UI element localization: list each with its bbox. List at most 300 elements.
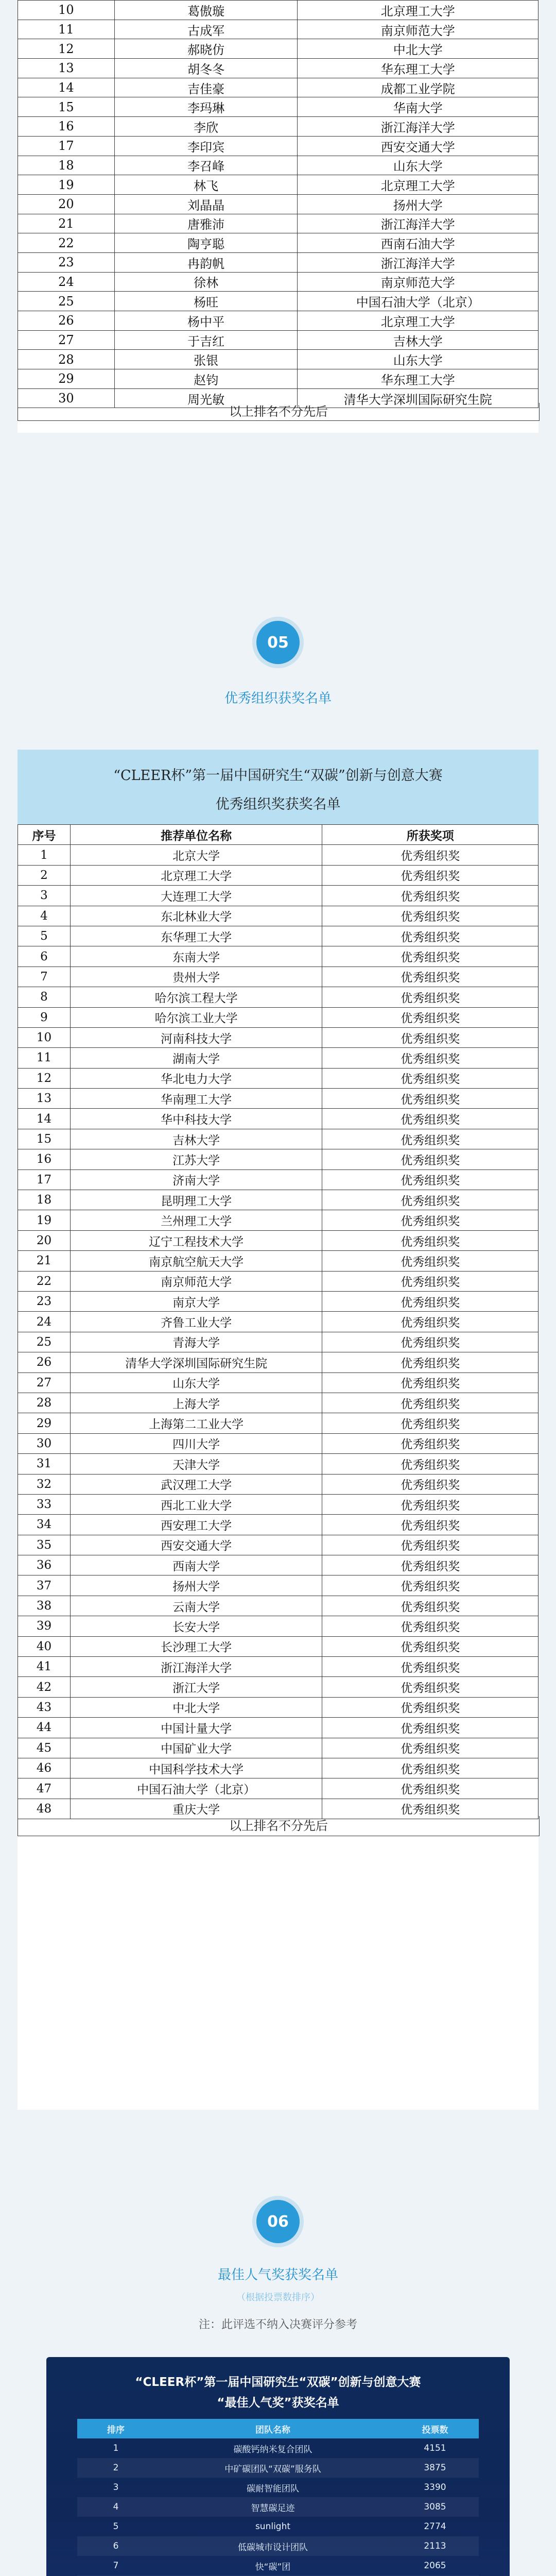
- school-cell: 浙江海洋大学: [298, 117, 538, 137]
- award-cell: 优秀组织奖: [322, 926, 538, 946]
- index-cell: 35: [18, 1535, 71, 1555]
- unit-cell: 华北电力大学: [70, 1068, 322, 1088]
- table-row: [18, 1170, 538, 1190]
- index-cell: 40: [18, 1636, 71, 1656]
- table-row: [18, 1474, 538, 1494]
- org-award-card: [18, 750, 538, 2110]
- name-cell: 唐雅沛: [114, 214, 298, 233]
- school-cell: 吉林大学: [298, 330, 538, 350]
- award-cell: 优秀组织奖: [322, 1778, 538, 1799]
- rank-cell: 27: [18, 330, 115, 350]
- table-row: [18, 1697, 538, 1717]
- index-cell: 29: [18, 1413, 71, 1433]
- table-row: [77, 2497, 479, 2517]
- rank-cell: 23: [18, 252, 115, 272]
- award-cell: 优秀组织奖: [322, 1210, 538, 1230]
- unit-cell: 云南大学: [70, 1596, 322, 1616]
- team-cell: 碳耐智能团队: [247, 2483, 299, 2494]
- column-header: 投票数: [391, 2419, 479, 2438]
- unit-cell: 天津大学: [70, 1454, 322, 1474]
- section-05-badge: 05: [256, 621, 300, 664]
- table-row: [18, 1352, 538, 1372]
- votes-cell: 4151: [424, 2443, 446, 2453]
- column-header: 所获奖项: [322, 825, 538, 845]
- name-cell: 张银: [114, 350, 298, 369]
- table-row: [18, 20, 538, 39]
- table-row: [18, 350, 538, 369]
- table-row: [18, 1657, 538, 1677]
- name-cell: 郝晓仿: [114, 39, 298, 59]
- index-cell: 28: [18, 1393, 71, 1413]
- table-row: [18, 1332, 538, 1352]
- winners-table: [18, 0, 538, 408]
- unit-cell: 东南大学: [70, 946, 322, 967]
- index-cell: 11: [18, 1048, 71, 1068]
- index-cell: 46: [18, 1758, 71, 1778]
- rank-cell: 10: [18, 1, 115, 20]
- school-cell: 山东大学: [298, 350, 538, 369]
- award-cell: 优秀组织奖: [322, 987, 538, 1007]
- unit-cell: 浙江大学: [70, 1677, 322, 1697]
- team-cell: 快“碳”团: [255, 2562, 291, 2572]
- index-cell: 15: [18, 1129, 71, 1149]
- table-row: [77, 2536, 479, 2556]
- rank-cell: 15: [18, 97, 115, 117]
- index-cell: 32: [18, 1474, 71, 1494]
- index-cell: 44: [18, 1718, 71, 1738]
- table-row: [18, 97, 538, 117]
- team-cell: 碳酸钙纳米复合团队: [233, 2444, 312, 2455]
- index-cell: 17: [18, 1170, 71, 1190]
- school-cell: 华东理工大学: [298, 59, 538, 78]
- table-row: [18, 946, 538, 967]
- table-row: [18, 1251, 538, 1271]
- table-row: [18, 292, 538, 311]
- table-row: [18, 1271, 538, 1291]
- rank-cell: 16: [18, 117, 115, 137]
- rank-cell: 24: [18, 272, 115, 292]
- table-row: [18, 1372, 538, 1393]
- section-06-title: 最佳人气奖获奖名单: [217, 2267, 338, 2283]
- index-cell: 10: [18, 1027, 71, 1047]
- name-cell: 古成军: [114, 20, 298, 39]
- unit-cell: 武汉理工大学: [70, 1474, 322, 1494]
- rank-cell: 4: [77, 2497, 154, 2517]
- award-cell: 优秀组织奖: [322, 1413, 538, 1433]
- name-cell: 林飞: [114, 175, 298, 195]
- column-header: 序号: [18, 825, 71, 845]
- unit-cell: 兰州理工大学: [70, 1210, 322, 1230]
- award-cell: 优秀组织奖: [322, 1332, 538, 1352]
- rank-cell: 18: [18, 156, 115, 175]
- index-cell: 8: [18, 987, 71, 1007]
- table-row: [18, 272, 538, 292]
- table-row: [18, 1190, 538, 1210]
- table2-note: 以上排名不分先后: [18, 1816, 540, 1836]
- table-row: [18, 136, 538, 156]
- unit-cell: 浙江海洋大学: [70, 1657, 322, 1677]
- table-row: [18, 252, 538, 272]
- table-row: [18, 233, 538, 253]
- unit-cell: 辽宁工程技术大学: [70, 1230, 322, 1250]
- rank-cell: 3: [113, 2482, 119, 2493]
- unit-cell: 北京大学: [70, 845, 322, 865]
- award-cell: 优秀组织奖: [322, 1027, 538, 1047]
- award-cell: 优秀组织奖: [322, 1048, 538, 1068]
- name-cell: 杨旺: [114, 292, 298, 311]
- table-row: [18, 78, 538, 97]
- school-cell: 西安交通大学: [298, 136, 538, 156]
- unit-cell: 山东大学: [70, 1372, 322, 1393]
- unit-cell: 清华大学深圳国际研究生院: [70, 1352, 322, 1372]
- table-row: [18, 1, 538, 20]
- table-row: [18, 1149, 538, 1170]
- table-row: [18, 926, 538, 946]
- table-row: [18, 369, 538, 389]
- award-cell: 优秀组织奖: [322, 1738, 538, 1758]
- name-cell: 周光敏: [114, 388, 298, 408]
- unit-cell: 长安大学: [70, 1616, 322, 1636]
- table-row: [18, 175, 538, 195]
- rank-cell: 25: [18, 292, 115, 311]
- table-row: [18, 1535, 538, 1555]
- index-cell: 42: [18, 1677, 71, 1697]
- index-cell: 24: [18, 1312, 71, 1332]
- table-row: [18, 214, 538, 233]
- table-header-row: [18, 825, 538, 845]
- table-row: [18, 1758, 538, 1778]
- unit-cell: 华南理工大学: [70, 1089, 322, 1109]
- index-cell: 26: [18, 1352, 71, 1372]
- rank-cell: 28: [18, 350, 115, 369]
- votes-cell: 2774: [424, 2521, 446, 2532]
- award-cell: 优秀组织奖: [322, 865, 538, 885]
- school-cell: 北京理工大学: [298, 311, 538, 331]
- poster-title-2: “最佳人气奖”获奖名单: [217, 2396, 339, 2410]
- award-cell: 优秀组织奖: [322, 1758, 538, 1778]
- name-cell: 胡冬冬: [114, 59, 298, 78]
- table-row: [18, 1007, 538, 1027]
- votes-cell: 3875: [391, 2458, 479, 2478]
- votes-cell: 2113: [391, 2536, 479, 2556]
- award-cell: 优秀组织奖: [322, 1251, 538, 1271]
- award-cell: 优秀组织奖: [322, 1697, 538, 1717]
- table-row: [77, 2556, 479, 2575]
- column-header: 团队名称: [154, 2419, 391, 2438]
- award-cell: 优秀组织奖: [322, 1657, 538, 1677]
- unit-cell: 西安理工大学: [70, 1515, 322, 1535]
- unit-cell: 华中科技大学: [70, 1109, 322, 1129]
- unit-cell: 中国科学技术大学: [70, 1758, 322, 1778]
- rank-cell: 12: [18, 39, 115, 59]
- rank-cell: 26: [18, 311, 115, 331]
- caption-line1: “CLEER杯”第一届中国研究生“双碳”创新与创意大赛: [113, 768, 443, 784]
- school-cell: 中国石油大学（北京）: [298, 292, 538, 311]
- name-cell: 于吉红: [114, 330, 298, 350]
- winners-table-card: [18, 0, 538, 433]
- award-cell: 优秀组织奖: [322, 1433, 538, 1453]
- unit-cell: 扬州大学: [70, 1575, 322, 1596]
- table-row: [18, 156, 538, 175]
- award-cell: 优秀组织奖: [322, 1291, 538, 1311]
- table-row: [18, 1089, 538, 1109]
- popularity-poster: [46, 2357, 510, 2576]
- team-cell: 智慧碳足迹: [154, 2497, 391, 2517]
- index-cell: 22: [18, 1271, 71, 1291]
- unit-cell: 江苏大学: [70, 1149, 322, 1170]
- index-cell: 4: [18, 906, 71, 926]
- index-cell: 20: [18, 1230, 71, 1250]
- table-row: [18, 1778, 538, 1799]
- table-row: [18, 1109, 538, 1129]
- unit-cell: 中国计量大学: [70, 1718, 322, 1738]
- table-row: [18, 1048, 538, 1068]
- index-cell: 41: [18, 1657, 71, 1677]
- school-cell: 西南石油大学: [298, 233, 538, 253]
- unit-cell: 四川大学: [70, 1433, 322, 1453]
- table-row: [18, 1515, 538, 1535]
- table-row: [77, 2517, 479, 2536]
- unit-cell: 中国矿业大学: [70, 1738, 322, 1758]
- votes-cell: 2065: [424, 2561, 446, 2571]
- index-cell: 16: [18, 1149, 71, 1170]
- school-cell: 浙江海洋大学: [298, 252, 538, 272]
- unit-cell: 哈尔滨工业大学: [70, 1007, 322, 1027]
- unit-cell: 中北大学: [70, 1697, 322, 1717]
- award-cell: 优秀组织奖: [322, 1271, 538, 1291]
- award-cell: 优秀组织奖: [322, 967, 538, 987]
- table-row: [18, 1230, 538, 1250]
- unit-cell: 上海第二工业大学: [70, 1413, 322, 1433]
- team-cell: sunlight: [255, 2521, 291, 2532]
- unit-cell: 青海大学: [70, 1332, 322, 1352]
- unit-cell: 贵州大学: [70, 967, 322, 987]
- index-cell: 2: [18, 865, 71, 885]
- table-row: [18, 1027, 538, 1047]
- rank-cell: 20: [18, 194, 115, 214]
- table-row: [18, 194, 538, 214]
- unit-cell: 西安交通大学: [70, 1535, 322, 1555]
- table-row: [18, 1210, 538, 1230]
- award-cell: 优秀组织奖: [322, 1109, 538, 1129]
- unit-cell: 南京大学: [70, 1291, 322, 1311]
- name-cell: 李欣: [114, 117, 298, 137]
- table-row: [18, 845, 538, 865]
- award-cell: 优秀组织奖: [322, 886, 538, 906]
- award-cell: 优秀组织奖: [322, 1007, 538, 1027]
- table-row: [18, 117, 538, 137]
- name-cell: 李玛琳: [114, 97, 298, 117]
- table-row: [18, 330, 538, 350]
- award-cell: 优秀组织奖: [322, 1312, 538, 1332]
- award-cell: 优秀组织奖: [322, 1596, 538, 1616]
- unit-cell: 河南科技大学: [70, 1027, 322, 1047]
- table-row: [18, 1738, 538, 1758]
- name-cell: 赵钧: [114, 369, 298, 389]
- table-header-row: [77, 2419, 479, 2438]
- rank-cell: 11: [18, 20, 115, 39]
- table-row: [18, 1433, 538, 1453]
- table-row: [18, 1393, 538, 1413]
- table-row: [18, 1718, 538, 1738]
- index-cell: 13: [18, 1089, 71, 1109]
- table-row: [18, 59, 538, 78]
- school-cell: 清华大学深圳国际研究生院: [298, 388, 538, 408]
- team-cell: 中矿碳团队“双碳”服务队: [154, 2458, 391, 2478]
- table-row: [18, 1312, 538, 1332]
- index-cell: 18: [18, 1190, 71, 1210]
- unit-cell: 上海大学: [70, 1393, 322, 1413]
- name-cell: 吉佳豪: [114, 78, 298, 97]
- award-cell: 优秀组织奖: [322, 1575, 538, 1596]
- unit-cell: 西北工业大学: [70, 1494, 322, 1514]
- index-cell: 48: [18, 1799, 71, 1819]
- table-row: [77, 2438, 479, 2458]
- table-row: [18, 1129, 538, 1149]
- award-cell: 优秀组织奖: [322, 1393, 538, 1413]
- section-05-title: 优秀组织获奖名单: [224, 691, 332, 706]
- name-cell: 冉韵帆: [114, 252, 298, 272]
- table-row: [18, 1291, 538, 1311]
- index-cell: 27: [18, 1372, 71, 1393]
- poster-title-1: “CLEER杯”第一届中国研究生“双碳”创新与创意大赛: [135, 2376, 421, 2389]
- school-cell: 华东理工大学: [298, 369, 538, 389]
- index-cell: 5: [18, 926, 71, 946]
- award-cell: 优秀组织奖: [322, 845, 538, 865]
- index-cell: 9: [18, 1007, 71, 1027]
- unit-cell: 中国石油大学（北京）: [70, 1778, 322, 1799]
- table-row: [18, 967, 538, 987]
- index-cell: 6: [18, 946, 71, 967]
- rank-cell: 2: [77, 2458, 154, 2478]
- school-cell: 成都工业学院: [298, 78, 538, 97]
- section-06-subtitle: （根据投票数排序）: [236, 2292, 320, 2303]
- school-cell: 扬州大学: [298, 194, 538, 214]
- rank-cell: 13: [18, 59, 115, 78]
- popularity-table: [77, 2419, 479, 2576]
- unit-cell: 湖南大学: [70, 1048, 322, 1068]
- award-cell: 优秀组织奖: [322, 1616, 538, 1636]
- name-cell: 李印宾: [114, 136, 298, 156]
- school-cell: 北京理工大学: [298, 175, 538, 195]
- index-cell: 31: [18, 1454, 71, 1474]
- table-row: [18, 1555, 538, 1575]
- index-cell: 37: [18, 1575, 71, 1596]
- column-header: 推荐单位名称: [70, 825, 322, 845]
- index-cell: 21: [18, 1251, 71, 1271]
- award-cell: 优秀组织奖: [322, 1555, 538, 1575]
- award-cell: 优秀组织奖: [322, 946, 538, 967]
- award-cell: 优秀组织奖: [322, 1352, 538, 1372]
- table-row: [18, 1494, 538, 1514]
- team-cell: 低碳城市设计团队: [154, 2536, 391, 2556]
- index-cell: 25: [18, 1332, 71, 1352]
- school-cell: 南京师范大学: [298, 20, 538, 39]
- award-cell: 优秀组织奖: [322, 1372, 538, 1393]
- school-cell: 浙江海洋大学: [298, 214, 538, 233]
- table-row: [18, 1616, 538, 1636]
- unit-cell: 东北林业大学: [70, 906, 322, 926]
- unit-cell: 东华理工大学: [70, 926, 322, 946]
- unit-cell: 南京师范大学: [70, 1271, 322, 1291]
- school-cell: 北京理工大学: [298, 1, 538, 20]
- award-cell: 优秀组织奖: [322, 1474, 538, 1494]
- award-cell: 优秀组织奖: [322, 1718, 538, 1738]
- name-cell: 刘晶晶: [114, 194, 298, 214]
- index-cell: 47: [18, 1778, 71, 1799]
- table-row: [18, 886, 538, 906]
- award-cell: 优秀组织奖: [322, 1454, 538, 1474]
- table-row: [18, 311, 538, 331]
- school-cell: 华南大学: [298, 97, 538, 117]
- column-header: 排序: [77, 2419, 154, 2438]
- rank-cell: 17: [18, 136, 115, 156]
- school-cell: 中北大学: [298, 39, 538, 59]
- name-cell: 陶亨聪: [114, 233, 298, 253]
- index-cell: 3: [18, 886, 71, 906]
- index-cell: 36: [18, 1555, 71, 1575]
- index-cell: 19: [18, 1210, 71, 1230]
- rank-cell: 1: [113, 2443, 119, 2453]
- table-row: [18, 1596, 538, 1616]
- table1-note: 以上排名不分先后: [18, 403, 540, 421]
- rank-cell: 22: [18, 233, 115, 253]
- index-cell: 7: [18, 967, 71, 987]
- name-cell: 杨中平: [114, 311, 298, 331]
- unit-cell: 南京航空航天大学: [70, 1251, 322, 1271]
- index-cell: 33: [18, 1494, 71, 1514]
- award-cell: 优秀组织奖: [322, 1089, 538, 1109]
- table-row: [77, 2478, 479, 2497]
- school-cell: 南京师范大学: [298, 272, 538, 292]
- index-cell: 38: [18, 1596, 71, 1616]
- unit-cell: 大连理工大学: [70, 886, 322, 906]
- index-cell: 43: [18, 1697, 71, 1717]
- award-cell: 优秀组织奖: [322, 1677, 538, 1697]
- votes-cell: 3085: [391, 2497, 479, 2517]
- award-cell: 优秀组织奖: [322, 1636, 538, 1656]
- rank-cell: 5: [113, 2521, 119, 2532]
- org-award-table: [18, 824, 538, 1819]
- org-award-caption: [18, 750, 538, 824]
- table-row: [18, 987, 538, 1007]
- table-row: [18, 1636, 538, 1656]
- award-cell: 优秀组织奖: [322, 906, 538, 926]
- votes-cell: 3390: [424, 2482, 446, 2493]
- award-cell: 优秀组织奖: [322, 1190, 538, 1210]
- table-row: [18, 865, 538, 885]
- popularity-note: 注：此评选不纳入决赛评分参考: [198, 2318, 357, 2331]
- unit-cell: 昆明理工大学: [70, 1190, 322, 1210]
- table-row: [18, 1068, 538, 1088]
- unit-cell: 西南大学: [70, 1555, 322, 1575]
- index-cell: 30: [18, 1433, 71, 1453]
- rank-cell: 14: [18, 78, 115, 97]
- award-cell: 优秀组织奖: [322, 1799, 538, 1819]
- school-cell: 山东大学: [298, 156, 538, 175]
- unit-cell: 吉林大学: [70, 1129, 322, 1149]
- index-cell: 34: [18, 1515, 71, 1535]
- table-row: [77, 2458, 479, 2478]
- index-cell: 1: [18, 845, 71, 865]
- rank-cell: 29: [18, 369, 115, 389]
- award-cell: 优秀组织奖: [322, 1515, 538, 1535]
- rank-cell: 6: [77, 2536, 154, 2556]
- section-06-badge: 06: [256, 2200, 300, 2243]
- rank-cell: 19: [18, 175, 115, 195]
- table-row: [18, 1575, 538, 1596]
- unit-cell: 济南大学: [70, 1170, 322, 1190]
